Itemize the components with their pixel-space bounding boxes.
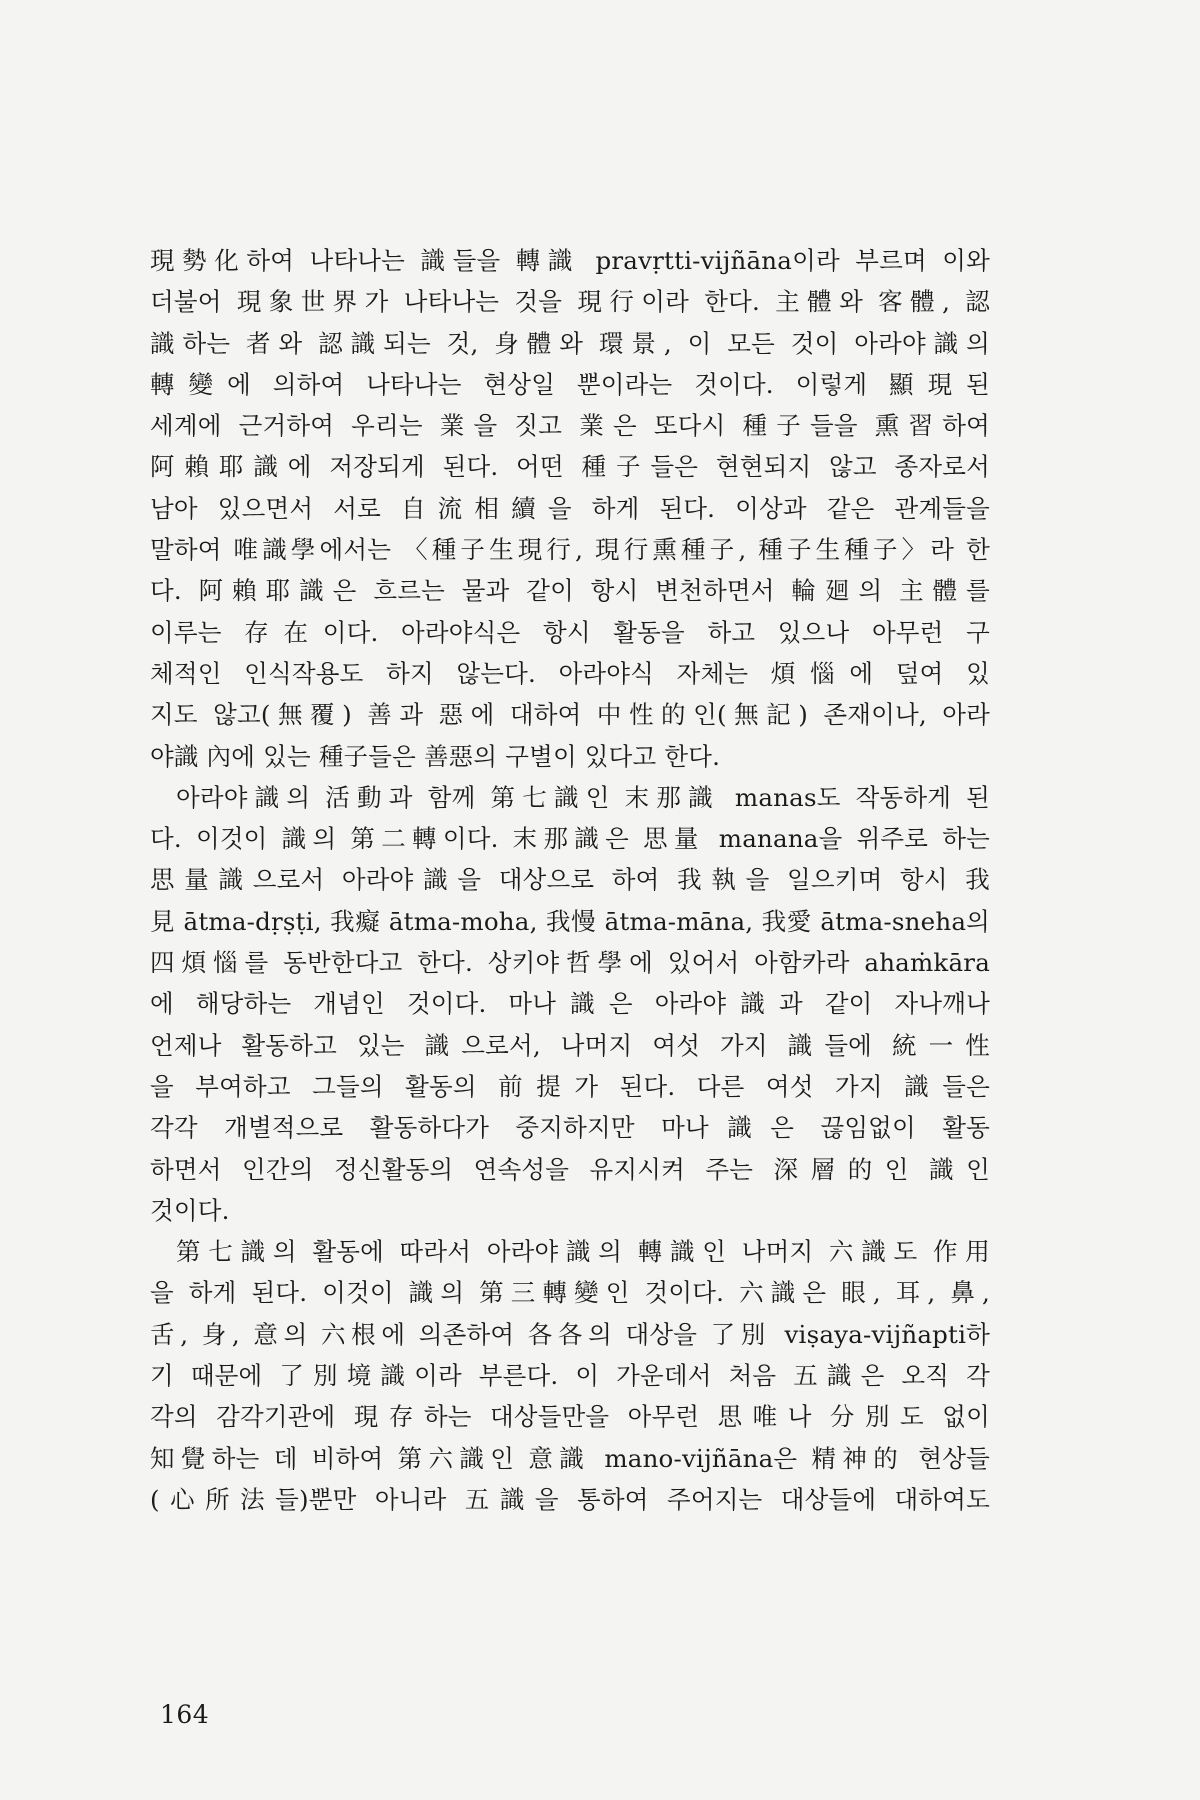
text-line: 언제나 활동하고 있는 識으로서, 나머지 여섯 가지 識들에 統一性 <box>150 1030 990 1060</box>
text-line: 다. 이것이 識의 第二轉이다. 末那識은 思量 manana을 위주로 하는 <box>150 824 990 854</box>
body-text <box>150 240 990 1520</box>
text-line: 을 부여하고 그들의 활동의 前提가 된다. 다른 여섯 가지 識들은 <box>150 1071 990 1101</box>
text-line: 하면서 인간의 정신활동의 연속성을 유지시켜 주는 深層的인 識인 <box>150 1154 990 1184</box>
text-line: 阿賴耶識에 저장되게 된다. 어떤 種子들은 현현되지 않고 종자로서 <box>150 452 990 482</box>
text-line: 더불어 現象世界가 나타나는 것을 現行이라 한다. 主體와 客體, 認 <box>150 287 990 317</box>
text-line: 을 하게 된다. 이것이 識의 第三轉變인 것이다. 六識은 眼, 耳, 鼻, <box>150 1278 990 1308</box>
text-line: 아라야識의 活動과 함께 第七識인 末那識 manas도 작동하게 된 <box>176 782 990 812</box>
text-line: 체적인 인식작용도 하지 않는다. 아라야식 자체는 煩惱에 덮여 있 <box>150 658 990 688</box>
text-line: 舌, 身, 意의 六根에 의존하여 各各의 대상을 了別 viṣaya-vijñapti하 <box>150 1319 990 1349</box>
text-line: 남아 있으면서 서로 自流相續을 하게 된다. 이상과 같은 관계들을 <box>150 493 990 523</box>
text-line: 야識 內에 있는 種子들은 善惡의 구별이 있다고 한다. <box>150 741 721 771</box>
text-line: 現勢化하여 나타나는 識들을 轉識 pravṛtti-vijñāna이라 부르며 이와 <box>150 246 990 275</box>
text-line: 다. 阿賴耶識은 흐르는 물과 같이 항시 변천하면서 輪廻의 主體를 <box>150 576 990 606</box>
text-line: 세계에 근거하여 우리는 業을 짓고 業은 또다시 種子들을 熏習하여 <box>150 411 990 441</box>
text-line: 각각 개별적으로 활동하다가 중지하지만 마나識은 끊임없이 활동 <box>150 1113 990 1143</box>
text-line: 四煩惱를 동반한다고 한다. 상키야哲學에 있어서 아함카라 ahaṁkāra <box>150 948 990 978</box>
text-line: 이루는 存在이다. 아라야식은 항시 활동을 하고 있으나 아무런 구 <box>150 617 990 647</box>
page-number: 164 <box>160 1700 210 1729</box>
text-line: 見 ātma-dṛṣṭi, 我癡 ātma-moha, 我慢 ātma-māna, 我愛 ātma-sneha의 <box>150 906 990 936</box>
text-line: (心所法들)뿐만 아니라 五識을 통하여 주어지는 대상들에 대하여도 <box>150 1484 990 1514</box>
text-line: 第七識의 활동에 따라서 아라야識의 轉識인 나머지 六識도 作用 <box>176 1237 990 1267</box>
text-line: 轉變에 의하여 나타나는 현상일 뿐이라는 것이다. 이렇게 顯現된 <box>150 369 990 399</box>
text-line: 지도 않고(無覆) 善과 惡에 대하여 中性的인(無記) 존재이나, 아라 <box>150 700 990 730</box>
text-line: 에 해당하는 개념인 것이다. 마나識은 아라야識과 같이 자나깨나 <box>150 989 990 1019</box>
text-line: 말하여 唯識學에서는 〈種子生現行, 現行熏種子, 種子生種子〉라 한 <box>150 535 990 565</box>
text-line: 識하는 者와 認識되는 것, 身體와 環景, 이 모든 것이 아라야識의 <box>150 328 990 358</box>
text-line: 思量識으로서 아라야識을 대상으로 하여 我執을 일으키며 항시 我 <box>150 865 990 895</box>
text-line: 知覺하는 데 비하여 第六識인 意識 mano-vijñāna은 精神的 현상들 <box>150 1443 990 1473</box>
text-line: 것이다. <box>150 1195 230 1225</box>
text-line: 기 때문에 了別境識이라 부른다. 이 가운데서 처음 五識은 오직 각 <box>150 1361 990 1391</box>
text-line: 각의 감각기관에 現存하는 대상들만을 아무런 思唯나 分別도 없이 <box>150 1402 990 1432</box>
